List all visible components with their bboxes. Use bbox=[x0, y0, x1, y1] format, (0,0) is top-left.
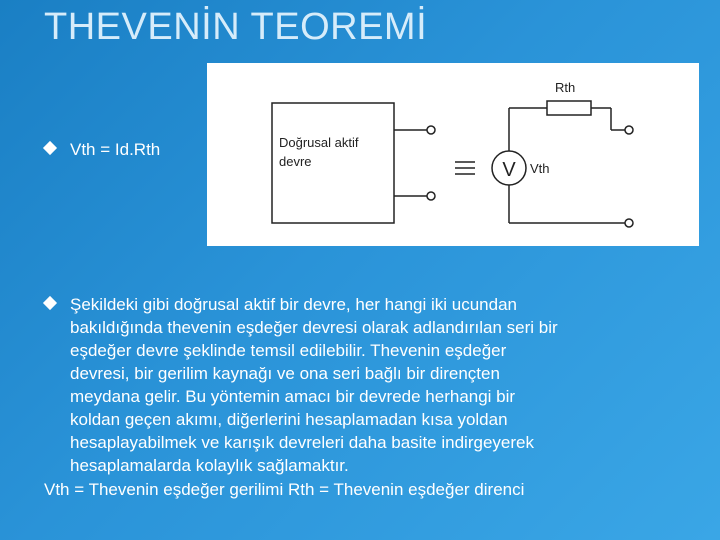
box-label-line1: Doğrusal aktif bbox=[279, 135, 359, 150]
paragraph-line: koldan geçen akımı, diğerlerini hesaplamadan kısa yoldan bbox=[70, 410, 508, 429]
paragraph-line: bakıldığında thevenin eşdeğer devresi olarak adlandırılan seri bir bbox=[70, 318, 558, 337]
paragraph-line: Şekildeki gibi doğrusal aktif bir devre, her hangi iki ucundan bbox=[70, 295, 517, 314]
paragraph-line: eşdeğer devre şeklinde temsil edilebilir. Thevenin eşdeğer bbox=[70, 341, 507, 360]
bullet-formula: Vth = Id.Rth bbox=[70, 140, 161, 159]
paragraph-line: hesaplamalarda kolaylık sağlamaktır. bbox=[70, 456, 349, 475]
circuit-diagram bbox=[207, 63, 699, 246]
voltage-source-label: Vth bbox=[530, 161, 550, 176]
box-terminal-top bbox=[427, 126, 435, 134]
box-terminal-bottom bbox=[427, 192, 435, 200]
output-terminal-top bbox=[625, 126, 633, 134]
voltage-source-symbol: V bbox=[502, 159, 516, 181]
bullet-marker-1 bbox=[43, 141, 57, 155]
page-title: THEVENİN TEOREMİ bbox=[44, 6, 428, 48]
footer-definitions: Vth = Thevenin eşdeğer gerilimi Rth = Thevenin eşdeğer direnci bbox=[44, 480, 525, 499]
paragraph-line: devresi, bir gerilim kaynağı ve ona seri bağlı bir dirençten bbox=[70, 364, 500, 383]
circuit-figure bbox=[207, 63, 699, 246]
paragraph-line: meydana gelir. Bu yöntemin amacı bir devrede herhangi bir bbox=[70, 387, 516, 406]
resistor-symbol bbox=[547, 101, 591, 115]
output-terminal-bottom bbox=[625, 219, 633, 227]
box-label-line2: devre bbox=[279, 154, 312, 169]
bullet-paragraph bbox=[70, 293, 710, 477]
bullet-marker-2 bbox=[43, 296, 57, 310]
paragraph-line: hesaplayabilmek ve karışık devreleri daha basite indirgeyerek bbox=[70, 433, 534, 452]
resistor-label: Rth bbox=[555, 80, 576, 95]
